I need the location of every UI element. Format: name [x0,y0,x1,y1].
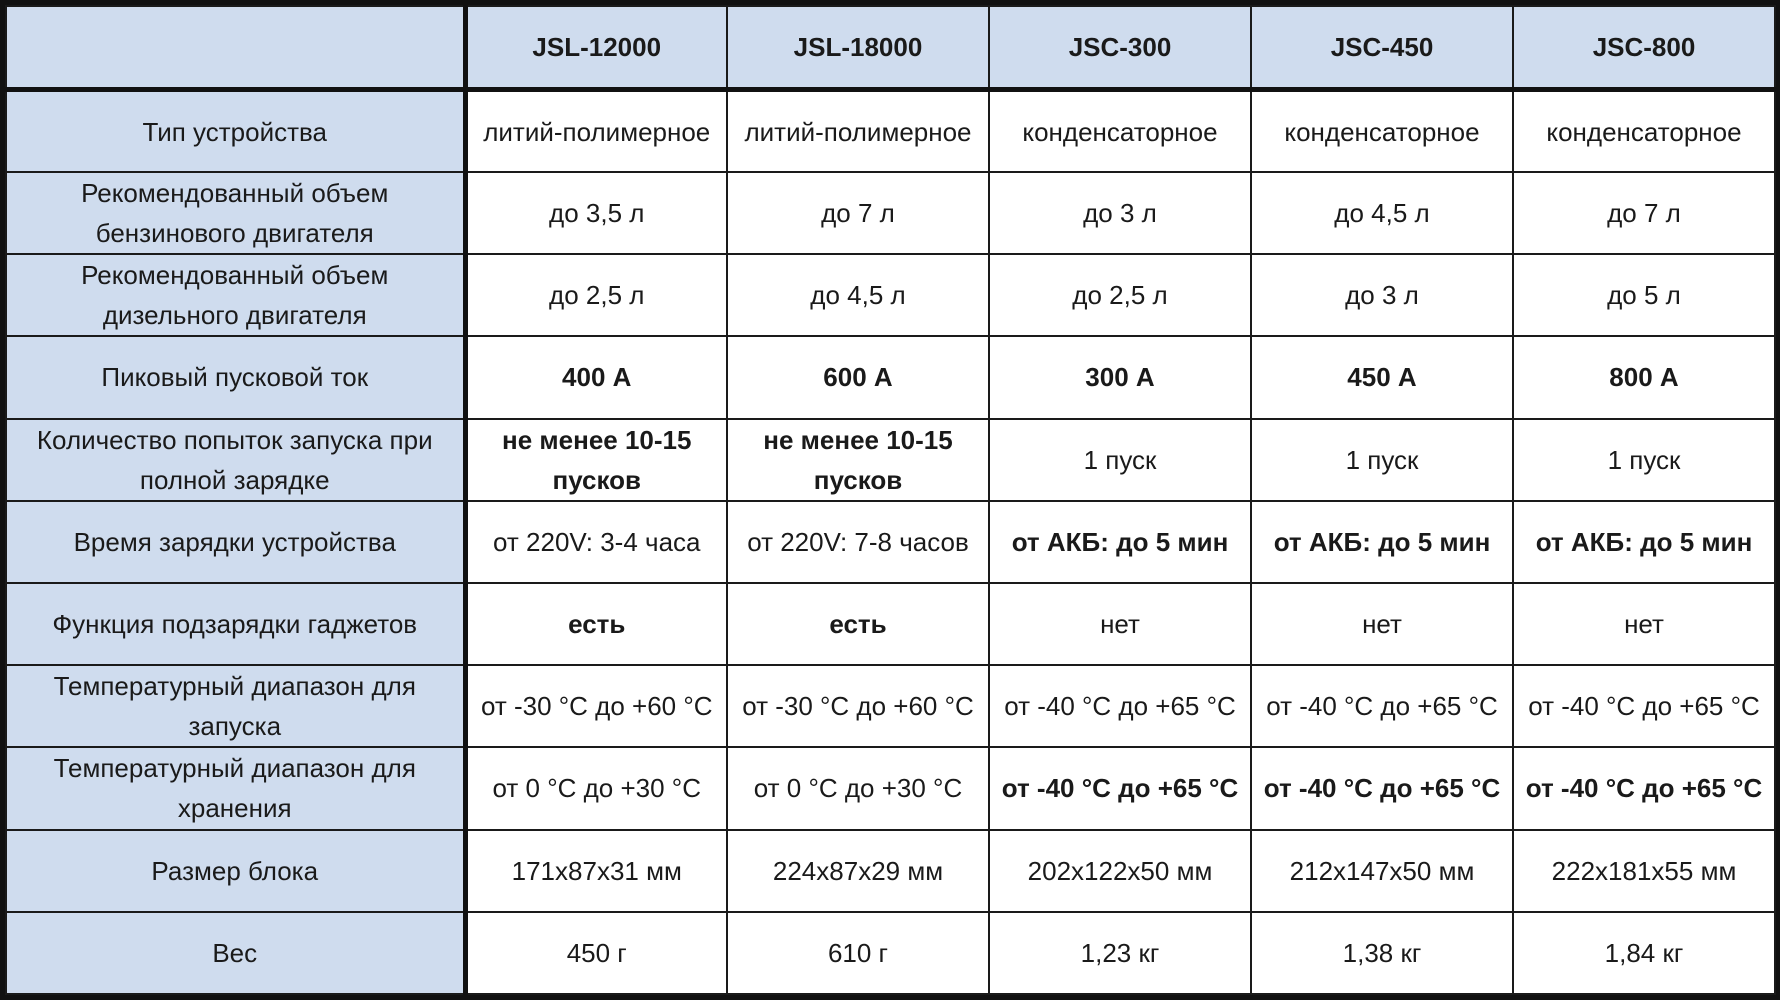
table-cell: 1 пуск [1513,419,1775,501]
table-cell: от -40 °C до +65 °C [989,665,1251,747]
row-peak-current [6,336,1775,418]
comparison-table [5,5,1776,995]
table-cell: 224x87x29 мм [727,830,989,912]
table-cell: есть [727,583,989,665]
row-petrol-engine-volume [6,172,1775,254]
header-model-jsc-300: JSC-300 [989,6,1251,90]
table-cell: нет [1251,583,1513,665]
table-cell: 222x181x55 мм [1513,830,1775,912]
table-cell: 800 А [1513,336,1775,418]
table-cell: до 2,5 л [989,254,1251,336]
table-cell: от АКБ: до 5 мин [1513,501,1775,583]
header-model-jsl-18000: JSL-18000 [727,6,989,90]
row-start-temperature [6,665,1775,747]
table-cell: 1 пуск [989,419,1251,501]
row-label: Тип устройства [6,90,465,172]
row-label: Размер блока [6,830,465,912]
row-label: Функция подзарядки гаджетов [6,583,465,665]
table-cell: от -40 °C до +65 °C [1513,665,1775,747]
table-cell: 450 г [465,912,727,994]
table-cell: до 7 л [1513,172,1775,254]
table-cell: есть [465,583,727,665]
table-cell: от -30 °C до +60 °C [465,665,727,747]
table-cell: до 7 л [727,172,989,254]
row-label: Время зарядки устройства [6,501,465,583]
row-device-type [6,90,1775,172]
table-cell: литий-полимерное [465,90,727,172]
table-cell: до 3 л [1251,254,1513,336]
table-cell: не менее 10-15 пусков [727,419,989,501]
table-cell: нет [989,583,1251,665]
table-cell: 202x122x50 мм [989,830,1251,912]
table-cell: от АКБ: до 5 мин [1251,501,1513,583]
row-label: Пиковый пусковой ток [6,336,465,418]
row-unit-size [6,830,1775,912]
table-cell: 212x147x50 мм [1251,830,1513,912]
table-cell: 300 А [989,336,1251,418]
table-cell: от 0 °C до +30 °C [465,747,727,829]
table-cell: от -40 °C до +65 °C [1251,665,1513,747]
row-label: Количество попыток запуска при полной зарядке [6,419,465,501]
table-cell: до 3 л [989,172,1251,254]
table-cell: от -40 °C до +65 °C [1251,747,1513,829]
table-cell: 1 пуск [1251,419,1513,501]
table-cell: конденсаторное [989,90,1251,172]
table-cell: 610 г [727,912,989,994]
table-cell: до 5 л [1513,254,1775,336]
table-cell: от 220V: 3-4 часа [465,501,727,583]
row-gadget-charging [6,583,1775,665]
header-model-jsc-450: JSC-450 [1251,6,1513,90]
table-cell: 1,23 кг [989,912,1251,994]
row-label: Рекомендованный объем дизельного двигателя [6,254,465,336]
table-cell: 171x87x31 мм [465,830,727,912]
row-storage-temperature [6,747,1775,829]
table-cell: до 3,5 л [465,172,727,254]
row-label: Рекомендованный объем бензинового двигателя [6,172,465,254]
row-label: Вес [6,912,465,994]
table-cell: конденсаторное [1513,90,1775,172]
table-cell: от -40 °C до +65 °C [1513,747,1775,829]
table-cell: 1,38 кг [1251,912,1513,994]
table-cell: до 4,5 л [1251,172,1513,254]
row-label: Температурный диапазон для запуска [6,665,465,747]
table-cell: конденсаторное [1251,90,1513,172]
table-cell: литий-полимерное [727,90,989,172]
row-charging-time [6,501,1775,583]
row-start-attempts [6,419,1775,501]
table-cell: от -40 °C до +65 °C [989,747,1251,829]
table-cell: от АКБ: до 5 мин [989,501,1251,583]
header-row [6,6,1775,90]
table-cell: 1,84 кг [1513,912,1775,994]
header-model-jsc-800: JSC-800 [1513,6,1775,90]
table-cell: 600 А [727,336,989,418]
row-weight [6,912,1775,994]
table-cell: от 220V: 7-8 часов [727,501,989,583]
row-label: Температурный диапазон для хранения [6,747,465,829]
table-cell: 450 А [1251,336,1513,418]
table-cell: до 4,5 л [727,254,989,336]
table-cell: от -30 °C до +60 °C [727,665,989,747]
table-cell: не менее 10-15 пусков [465,419,727,501]
table-cell: нет [1513,583,1775,665]
table-cell: от 0 °C до +30 °C [727,747,989,829]
row-diesel-engine-volume [6,254,1775,336]
header-corner-cell [6,6,465,90]
table-cell: 400 А [465,336,727,418]
table-cell: до 2,5 л [465,254,727,336]
header-model-jsl-12000: JSL-12000 [465,6,727,90]
